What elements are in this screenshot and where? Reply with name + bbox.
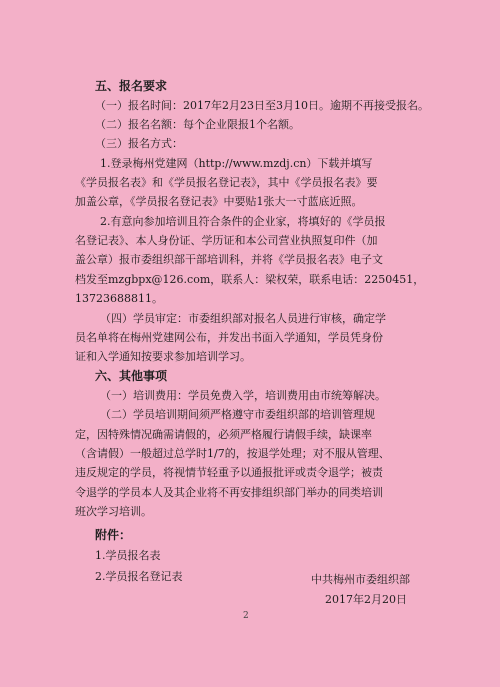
review-line-1: （四）学员审定：市委组织部对报名人员进行审核，确定学 (100, 312, 386, 325)
attachment-2: 2.学员报名登记表 (95, 570, 183, 583)
method-1-line-2: 《学员报名表》和《学员报名登记表》，其中《学员报名表》要 (75, 176, 378, 189)
signature-organization: 中共梅州市委组织部 (311, 573, 410, 586)
method-1-line-1: 1.登录梅州党建网（http://www.mzdj.cn）下载并填写 (100, 157, 373, 170)
registration-time: （一）报名时间：2017年2月23日至3月10日。逾期不再接受报名。 (95, 99, 429, 112)
registration-quota: （二）报名名额：每个企业限报1个名额。 (95, 118, 300, 131)
method-2-line-3: 盖公章）报市委组织部干部培训科，并将《学员报名表》电子文 (75, 253, 383, 266)
attachment-1: 1.学员报名表 (95, 549, 161, 562)
page-number: 2 (243, 611, 249, 621)
review-line-2: 员名单将在梅州党建网公布，并发出书面入学通知，学员凭身份 (75, 331, 383, 344)
rules-line-2: 定，因特殊情况确需请假的，必须严格履行请假手续，缺课率 (75, 428, 372, 441)
rules-line-6: 班次学习培训。 (75, 505, 152, 518)
method-2-line-5: 13723688811。 (75, 292, 163, 305)
method-1-line-3: 加盖公章，《学员报名登记表》中要贴1张大一寸蓝底近照。 (75, 195, 363, 208)
rules-line-5: 令退学的学员本人及其企业将不再安排组织部门举办的同类培训 (75, 486, 383, 499)
review-line-3: 证和入学通知按要求参加培训学习。 (75, 350, 251, 363)
registration-method: （三）报名方式： (95, 137, 183, 150)
method-2-line-1: 2.有意向参加培训且符合条件的企业家，将填好的《学员报 (100, 215, 386, 228)
rules-line-1: （二）学员培训期间须严格遵守市委组织部的培训管理规 (100, 408, 375, 421)
signature-date: 2017年2月20日 (325, 593, 407, 606)
training-fee: （一）培训费用：学员免费入学，培训费用由市统筹解决。 (100, 389, 386, 402)
method-2-line-4: 档发至mzgbpx@126.com，联系人：梁权荣，联系电话：2250451， (75, 273, 425, 286)
section-heading-other: 六、其他事项 (95, 369, 168, 383)
method-2-line-2: 名登记表》、本人身份证、学历证和本公司营业执照复印件（加 (75, 234, 378, 247)
rules-line-4: 违反规定的学员，将视情节轻重予以通报批评或责令退学；被责 (75, 466, 383, 479)
attachments-label: 附件： (95, 528, 132, 542)
rules-line-3: （含请假）一般超过总学时1/7的，按退学处理；对不服从管理、 (75, 447, 390, 460)
section-heading-registration: 五、报名要求 (95, 79, 168, 93)
